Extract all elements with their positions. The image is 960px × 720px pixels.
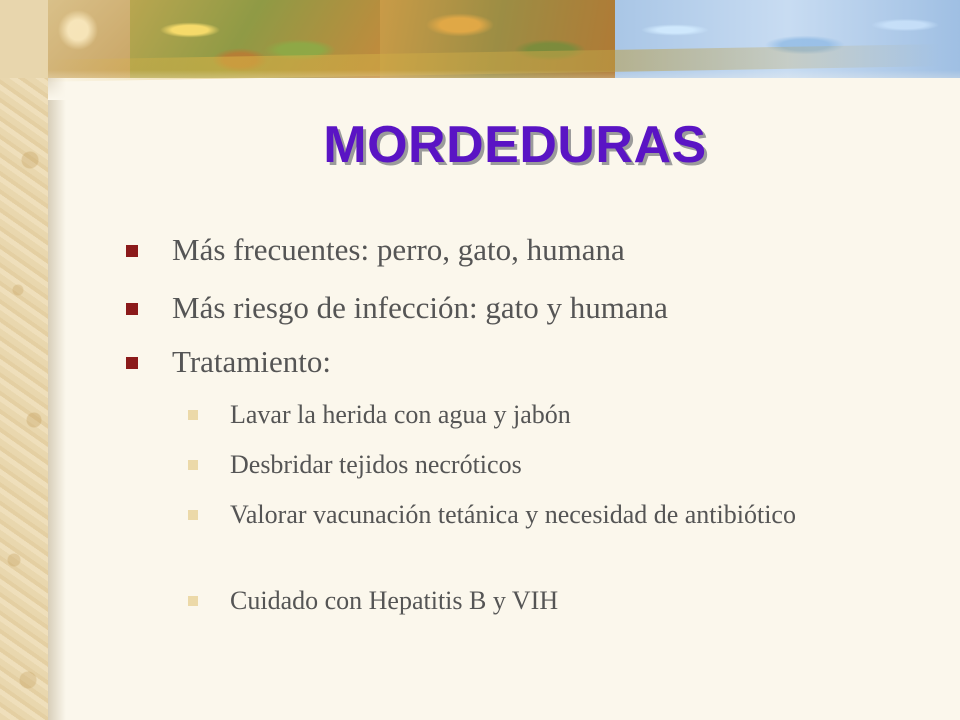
- square-bullet-icon: [188, 410, 198, 420]
- sub-bullet-text: Desbridar tejidos necróticos: [230, 450, 522, 479]
- square-bullet-icon: [126, 357, 138, 369]
- bullet-text: Más riesgo de infección: gato y humana: [172, 290, 668, 325]
- slide-title: MORDEDURAS: [323, 116, 707, 174]
- sub-bullet-text: Valorar vacunación tetánica y necesidad de antibiótico: [230, 500, 796, 529]
- bullet-text: Tratamiento:: [172, 344, 332, 379]
- square-bullet-icon: [188, 460, 198, 470]
- bullet-text: Más frecuentes: perro, gato, humana: [172, 232, 625, 267]
- sub-bullet-text: Lavar la herida con agua y jabón: [230, 400, 571, 429]
- square-bullet-icon: [126, 245, 138, 257]
- square-bullet-icon: [126, 303, 138, 315]
- square-bullet-icon: [188, 510, 198, 520]
- square-bullet-icon: [188, 596, 198, 606]
- sub-bullet-text: Cuidado con Hepatitis B y VIH: [230, 586, 559, 615]
